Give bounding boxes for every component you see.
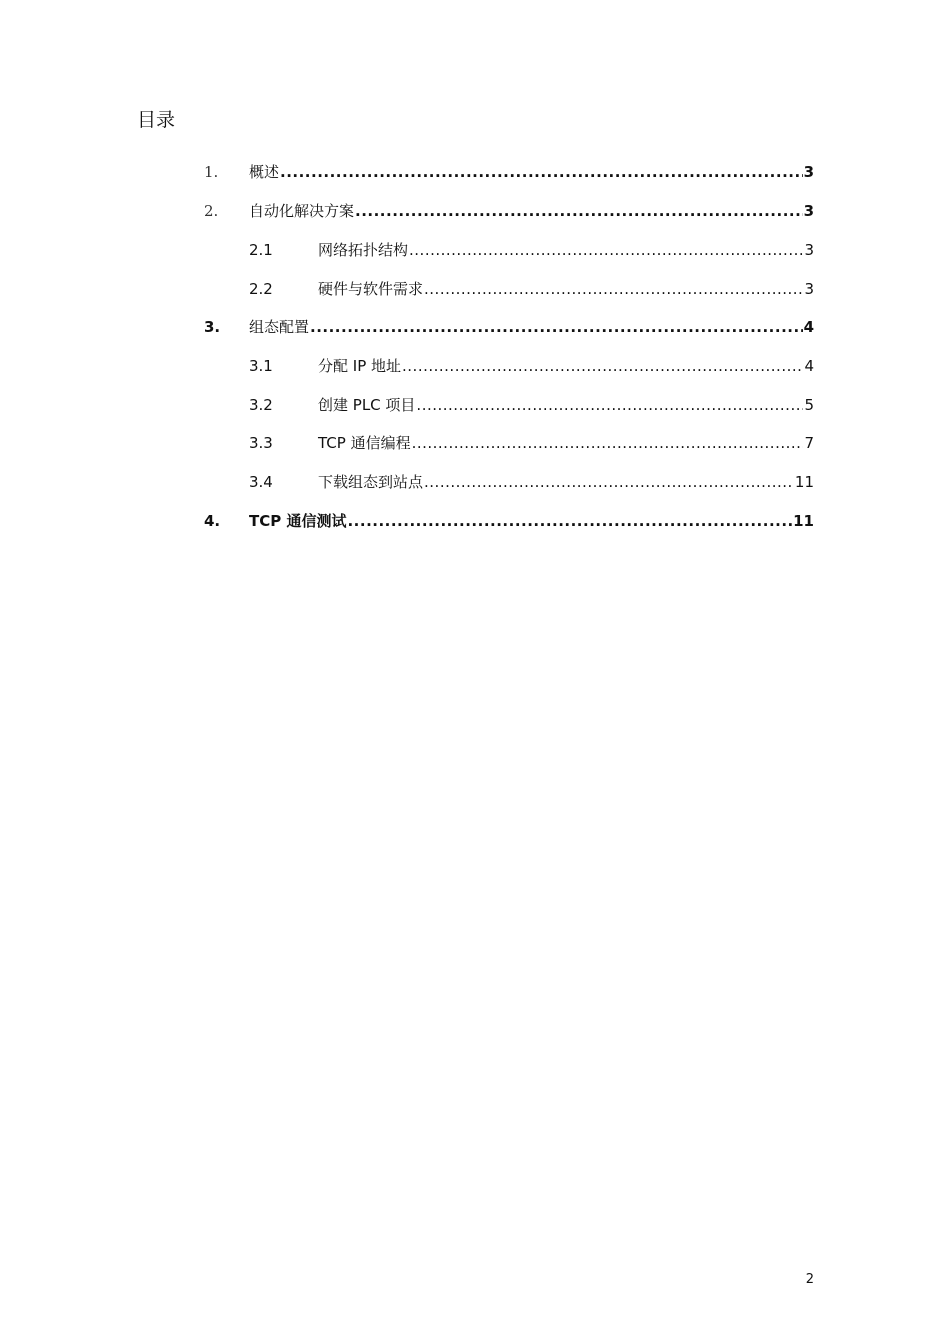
toc-entry-page: 3 [804, 241, 814, 259]
toc-entry-page: 7 [804, 434, 814, 452]
toc-entry-line [318, 355, 814, 377]
toc-dot-leader [280, 161, 803, 183]
toc-entry-page: 4 [804, 357, 814, 375]
toc-dot-leader [402, 355, 803, 377]
toc-entry-title: 自动化解决方案 [249, 202, 355, 220]
toc-entry-2[interactable] [0, 200, 950, 222]
toc-entry-title: 网络拓扑结构 [318, 241, 409, 259]
toc-entry-number: 1. [204, 163, 219, 181]
toc-entry-2-1[interactable] [0, 239, 950, 261]
toc-entry-number: 4. [204, 512, 221, 530]
toc-entry-number: 3.1 [249, 357, 273, 375]
toc-heading: 目录 [137, 109, 176, 131]
toc-entry-1[interactable] [0, 161, 950, 183]
toc-entry-number: 2. [204, 202, 219, 220]
toc-entry-title: 概述 [249, 163, 280, 181]
toc-entry-3-3[interactable] [0, 432, 950, 454]
toc-entry-line [318, 239, 814, 261]
toc-entry-line [249, 316, 814, 338]
toc-entry-page: 3 [803, 163, 814, 181]
toc-entry-title: TCP 通信编程 [318, 434, 411, 452]
toc-dot-leader [416, 394, 803, 416]
toc-entry-title: 分配 IP 地址 [318, 357, 402, 375]
toc-entry-page: 3 [803, 202, 814, 220]
toc-dot-leader [424, 278, 803, 300]
toc-entry-3-2[interactable] [0, 394, 950, 416]
toc-entry-number: 3.3 [249, 434, 273, 452]
toc-entry-line [318, 432, 814, 454]
toc-dot-leader [409, 239, 803, 261]
toc-entry-number: 3.2 [249, 396, 273, 414]
toc-entry-4[interactable] [0, 510, 950, 532]
toc-entry-line [318, 394, 814, 416]
toc-entry-number: 3.4 [249, 473, 273, 491]
toc-entry-title: 组态配置 [249, 318, 310, 336]
toc-entry-line [318, 278, 814, 300]
toc-dot-leader [355, 200, 803, 222]
toc-dot-leader [412, 432, 804, 454]
toc-entry-line [318, 471, 814, 493]
toc-entry-page: 3 [804, 280, 814, 298]
toc-entry-line [249, 200, 814, 222]
toc-entry-number: 2.2 [249, 280, 273, 298]
toc-entry-3-1[interactable] [0, 355, 950, 377]
toc-entry-line [249, 510, 814, 532]
toc-entry-page: 5 [804, 396, 814, 414]
toc-dot-leader [310, 316, 803, 338]
toc-entry-title: TCP 通信测试 [249, 512, 347, 530]
toc-entry-page: 4 [803, 318, 814, 336]
toc-entry-3[interactable] [0, 316, 950, 338]
toc-entry-page: 11 [794, 473, 814, 491]
toc-entry-title: 下载组态到站点 [318, 473, 424, 491]
toc-entry-number: 2.1 [249, 241, 273, 259]
toc-entry-3-4[interactable] [0, 471, 950, 493]
toc-dot-leader [424, 471, 794, 493]
toc-dot-leader [347, 510, 792, 532]
toc-entry-number: 3. [204, 318, 221, 336]
toc-entry-title: 硬件与软件需求 [318, 280, 424, 298]
toc-entry-title: 创建 PLC 项目 [318, 396, 416, 414]
toc-entry-2-2[interactable] [0, 278, 950, 300]
page-number: 2 [805, 1272, 814, 1287]
toc-entry-page: 11 [793, 512, 814, 530]
toc-entry-line [249, 161, 814, 183]
